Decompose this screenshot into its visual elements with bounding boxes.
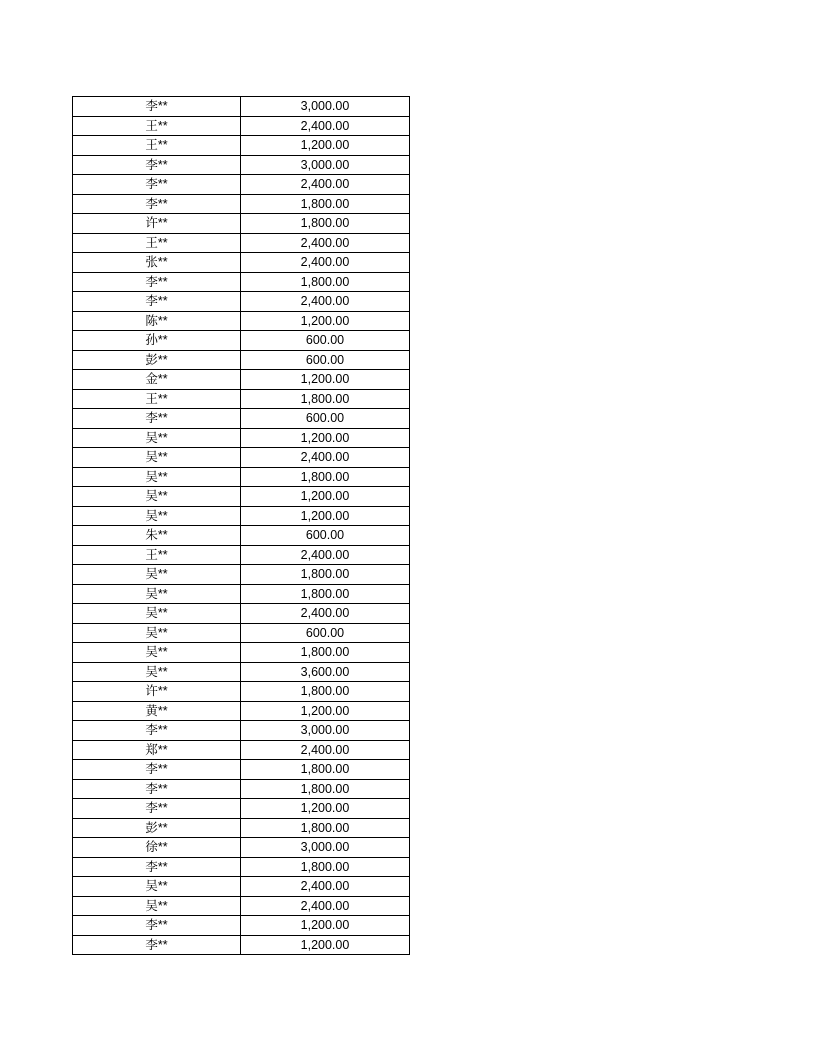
amount-cell: 1,200.00 — [241, 701, 410, 721]
amount-cell: 3,000.00 — [241, 721, 410, 741]
amount-cell: 2,400.00 — [241, 740, 410, 760]
table-row — [73, 740, 410, 760]
name-cell: 李** — [73, 916, 241, 936]
amount-cell: 1,200.00 — [241, 506, 410, 526]
name-cell: 吴** — [73, 623, 241, 643]
table-row — [73, 760, 410, 780]
table-row — [73, 155, 410, 175]
table-row — [73, 916, 410, 936]
amount-cell: 600.00 — [241, 526, 410, 546]
amount-cell: 1,800.00 — [241, 389, 410, 409]
name-cell: 李** — [73, 409, 241, 429]
name-cell: 吴** — [73, 428, 241, 448]
table-row — [73, 97, 410, 117]
name-cell: 李** — [73, 935, 241, 955]
name-cell: 王** — [73, 389, 241, 409]
amount-cell: 600.00 — [241, 350, 410, 370]
table-row — [73, 487, 410, 507]
table-row — [73, 877, 410, 897]
name-cell: 李** — [73, 97, 241, 117]
amount-cell: 1,800.00 — [241, 565, 410, 585]
name-cell: 李** — [73, 857, 241, 877]
amount-cell: 1,800.00 — [241, 214, 410, 234]
table-row — [73, 818, 410, 838]
name-cell: 朱** — [73, 526, 241, 546]
table-row — [73, 389, 410, 409]
payment-table-body — [73, 97, 410, 955]
name-cell: 吴** — [73, 643, 241, 663]
name-cell: 李** — [73, 292, 241, 312]
name-cell: 王** — [73, 233, 241, 253]
name-cell: 陈** — [73, 311, 241, 331]
table-row — [73, 448, 410, 468]
table-row — [73, 623, 410, 643]
table-row — [73, 701, 410, 721]
name-cell: 吴** — [73, 565, 241, 585]
table-row — [73, 545, 410, 565]
amount-cell: 2,400.00 — [241, 175, 410, 195]
amount-cell: 1,800.00 — [241, 857, 410, 877]
amount-cell: 1,800.00 — [241, 194, 410, 214]
name-cell: 金** — [73, 370, 241, 390]
table-row — [73, 506, 410, 526]
table-row — [73, 370, 410, 390]
table-row — [73, 935, 410, 955]
amount-cell: 2,400.00 — [241, 116, 410, 136]
amount-cell: 600.00 — [241, 623, 410, 643]
amount-cell: 1,800.00 — [241, 682, 410, 702]
name-cell: 吴** — [73, 604, 241, 624]
name-cell: 吴** — [73, 448, 241, 468]
amount-cell: 1,200.00 — [241, 311, 410, 331]
name-cell: 李** — [73, 155, 241, 175]
amount-cell: 1,800.00 — [241, 584, 410, 604]
table-row — [73, 311, 410, 331]
amount-cell: 1,800.00 — [241, 643, 410, 663]
name-cell: 许** — [73, 682, 241, 702]
name-cell: 吴** — [73, 877, 241, 897]
name-cell: 吴** — [73, 896, 241, 916]
table-row — [73, 331, 410, 351]
amount-cell: 2,400.00 — [241, 877, 410, 897]
amount-cell: 1,200.00 — [241, 428, 410, 448]
amount-cell: 2,400.00 — [241, 292, 410, 312]
amount-cell: 1,200.00 — [241, 487, 410, 507]
amount-cell: 1,200.00 — [241, 370, 410, 390]
amount-cell: 2,400.00 — [241, 448, 410, 468]
name-cell: 吴** — [73, 584, 241, 604]
table-row — [73, 584, 410, 604]
name-cell: 李** — [73, 272, 241, 292]
amount-cell: 1,800.00 — [241, 818, 410, 838]
amount-cell: 3,000.00 — [241, 838, 410, 858]
table-row — [73, 409, 410, 429]
table-row — [73, 116, 410, 136]
name-cell: 王** — [73, 545, 241, 565]
amount-cell: 1,800.00 — [241, 779, 410, 799]
table-row — [73, 838, 410, 858]
table-row — [73, 175, 410, 195]
name-cell: 彭** — [73, 818, 241, 838]
name-cell: 黄** — [73, 701, 241, 721]
table-row — [73, 799, 410, 819]
table-row — [73, 682, 410, 702]
amount-cell: 600.00 — [241, 409, 410, 429]
name-cell: 李** — [73, 175, 241, 195]
name-cell: 李** — [73, 760, 241, 780]
table-row — [73, 214, 410, 234]
table-row — [73, 896, 410, 916]
amount-cell: 2,400.00 — [241, 233, 410, 253]
name-cell: 吴** — [73, 467, 241, 487]
table-row — [73, 194, 410, 214]
table-row — [73, 604, 410, 624]
table-row — [73, 253, 410, 273]
name-cell: 徐** — [73, 838, 241, 858]
spreadsheet-page — [72, 96, 409, 955]
table-row — [73, 779, 410, 799]
amount-cell: 3,000.00 — [241, 155, 410, 175]
amount-cell: 1,200.00 — [241, 136, 410, 156]
name-cell: 吴** — [73, 506, 241, 526]
table-row — [73, 526, 410, 546]
amount-cell: 2,400.00 — [241, 253, 410, 273]
amount-cell: 2,400.00 — [241, 896, 410, 916]
amount-cell: 1,800.00 — [241, 760, 410, 780]
table-row — [73, 233, 410, 253]
name-cell: 彭** — [73, 350, 241, 370]
name-cell: 吴** — [73, 662, 241, 682]
table-row — [73, 857, 410, 877]
name-cell: 郑** — [73, 740, 241, 760]
name-cell: 王** — [73, 116, 241, 136]
name-cell: 张** — [73, 253, 241, 273]
name-cell: 李** — [73, 721, 241, 741]
table-row — [73, 350, 410, 370]
amount-cell: 3,600.00 — [241, 662, 410, 682]
name-cell: 王** — [73, 136, 241, 156]
table-row — [73, 467, 410, 487]
amount-cell: 1,200.00 — [241, 935, 410, 955]
table-row — [73, 662, 410, 682]
table-row — [73, 272, 410, 292]
name-cell: 许** — [73, 214, 241, 234]
table-row — [73, 565, 410, 585]
name-cell: 孙** — [73, 331, 241, 351]
amount-cell: 600.00 — [241, 331, 410, 351]
amount-cell: 1,200.00 — [241, 799, 410, 819]
amount-cell: 1,800.00 — [241, 272, 410, 292]
table-row — [73, 428, 410, 448]
payment-table — [72, 96, 410, 955]
table-row — [73, 292, 410, 312]
table-row — [73, 643, 410, 663]
table-row — [73, 721, 410, 741]
amount-cell: 2,400.00 — [241, 545, 410, 565]
amount-cell: 1,800.00 — [241, 467, 410, 487]
amount-cell: 2,400.00 — [241, 604, 410, 624]
name-cell: 吴** — [73, 487, 241, 507]
name-cell: 李** — [73, 194, 241, 214]
name-cell: 李** — [73, 779, 241, 799]
amount-cell: 1,200.00 — [241, 916, 410, 936]
amount-cell: 3,000.00 — [241, 97, 410, 117]
name-cell: 李** — [73, 799, 241, 819]
table-row — [73, 136, 410, 156]
